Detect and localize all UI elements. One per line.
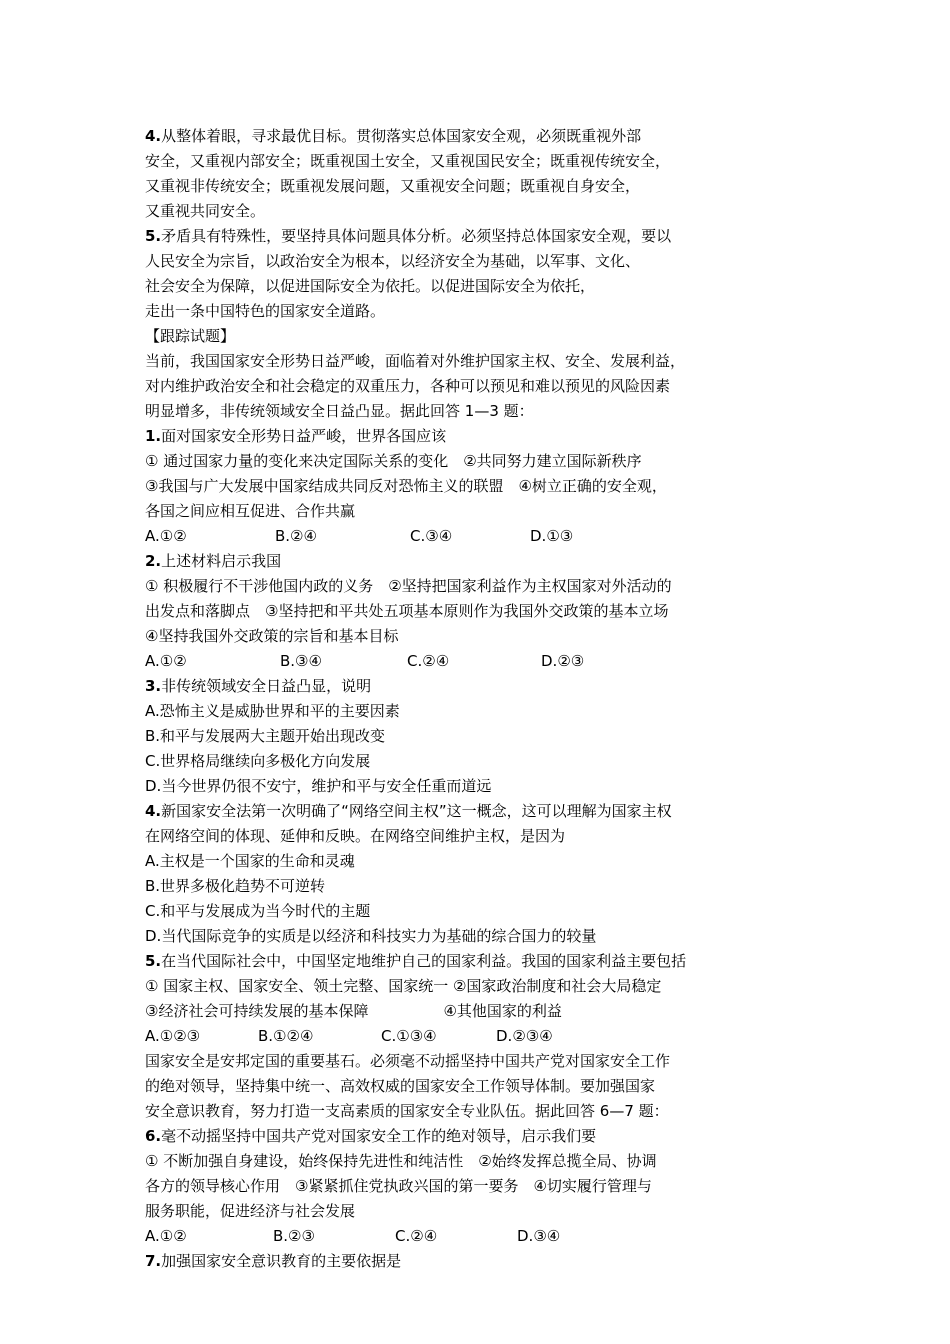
question-number: 2. <box>145 552 162 570</box>
line-text: 安全，又重视内部安全；既重视国土安全，又重视国民安全；既重视传统安全， <box>145 152 671 170</box>
question-line <box>145 424 810 449</box>
question-line <box>145 1249 810 1274</box>
document-content <box>145 124 810 1274</box>
answer-option: A.①②③ <box>145 1027 201 1045</box>
answer-option: D.②③④ <box>496 1027 553 1045</box>
answer-option: C.①③④ <box>381 1027 437 1045</box>
text-line <box>145 749 810 774</box>
text-line <box>145 774 810 799</box>
line-text: 【跟踪试题】 <box>145 327 236 345</box>
answer-option: B.③④ <box>280 652 322 670</box>
text-line <box>145 349 810 374</box>
line-text: 在网络空间的体现、延伸和反映。在网络空间维护主权，是因为 <box>145 827 566 845</box>
question-line <box>145 949 810 974</box>
question-number: 7. <box>145 1252 162 1270</box>
question-number: 5. <box>145 952 162 970</box>
answer-option: B.①②④ <box>258 1027 314 1045</box>
answer-option: B.②③ <box>273 1227 315 1245</box>
line-text: D.当今世界仍很不安宁，维护和平与安全任重而道远 <box>145 777 492 795</box>
question-line <box>145 799 810 824</box>
text-line <box>145 1099 810 1124</box>
line-text: C.和平与发展成为当今时代的主题 <box>145 902 371 920</box>
line-text: 走出一条中国特色的国家安全道路。 <box>145 302 386 320</box>
line-text: 国家安全是安邦定国的重要基石。必须毫不动摇坚持中国共产党对国家安全工作 <box>145 1052 671 1070</box>
line-text: 的绝对领导，坚持集中统一、高效权威的国家安全工作领导体制。要加强国家 <box>145 1077 656 1095</box>
text-line <box>145 849 810 874</box>
line-text: 又重视共同安全。 <box>145 202 266 220</box>
text-line <box>145 1174 810 1199</box>
answer-option: C.③④ <box>410 527 453 545</box>
question-line <box>145 549 810 574</box>
text-line <box>145 1049 810 1074</box>
answer-option: A.①② <box>145 1227 187 1245</box>
line-text: A.主权是一个国家的生命和灵魂 <box>145 852 355 870</box>
line-text: ③我国与广大发展中国家结成共同反对恐怖主义的联盟 ④树立正确的安全观， <box>145 477 667 495</box>
text-line <box>145 1149 810 1174</box>
line-text: 从整体着眼，寻求最优目标。贯彻落实总体国家安全观，必须既重视外部 <box>161 127 642 145</box>
text-line <box>145 1199 810 1224</box>
answer-options-row <box>145 524 810 549</box>
line-text: ③经济社会可持续发展的基本保障 ④其他国家的利益 <box>145 1002 562 1020</box>
question-number: 4. <box>145 802 162 820</box>
question-number: 6. <box>145 1127 162 1145</box>
question-line <box>145 674 810 699</box>
question-line <box>145 124 810 149</box>
text-line <box>145 924 810 949</box>
line-text: ① 积极履行不干涉他国内政的义务 ②坚持把国家利益作为主权国家对外活动的 <box>145 577 672 595</box>
text-line <box>145 499 810 524</box>
line-text: 对内维护政治安全和社会稳定的双重压力，各种可以预见和难以预见的风险因素 <box>145 377 671 395</box>
text-line <box>145 149 810 174</box>
line-text: 安全意识教育，努力打造一支高素质的国家安全专业队伍。据此回答 6—7 题： <box>145 1102 669 1120</box>
line-text: B.和平与发展两大主题开始出现改变 <box>145 727 386 745</box>
line-text: 上述材料启示我国 <box>161 552 282 570</box>
text-line <box>145 999 810 1024</box>
answer-option: C.②④ <box>407 652 450 670</box>
line-text: 出发点和落脚点 ③坚持把和平共处五项基本原则作为我国外交政策的基本立场 <box>145 602 669 620</box>
line-text: 在当代国际社会中，中国坚定地维护自己的国家利益。我国的国家利益主要包括 <box>161 952 687 970</box>
answer-option: B.②④ <box>275 527 317 545</box>
line-text: 矛盾具有特殊性，要坚持具体问题具体分析。必须坚持总体国家安全观，要以 <box>161 227 672 245</box>
line-text: 加强国家安全意识教育的主要依据是 <box>161 1252 402 1270</box>
line-text: 新国家安全法第一次明确了“网络空间主权”这一概念，这可以理解为国家主权 <box>161 802 672 820</box>
question-line <box>145 1124 810 1149</box>
answer-option: D.③④ <box>517 1227 561 1245</box>
text-line <box>145 574 810 599</box>
answer-option: A.①② <box>145 652 187 670</box>
text-line <box>145 599 810 624</box>
line-text: ① 不断加强自身建设，始终保持先进性和纯洁性 ②始终发挥总揽全局、协调 <box>145 1152 657 1170</box>
text-line <box>145 824 810 849</box>
line-text: 面对国家安全形势日益严峻，世界各国应该 <box>161 427 447 445</box>
text-line <box>145 299 810 324</box>
question-number: 5. <box>145 227 162 245</box>
line-text: A.恐怖主义是威胁世界和平的主要因素 <box>145 702 400 720</box>
line-text: ④坚持我国外交政策的宗旨和基本目标 <box>145 627 399 645</box>
line-text: 当前，我国国家安全形势日益严峻，面临着对外维护国家主权、安全、发展利益， <box>145 352 686 370</box>
line-text: ① 通过国家力量的变化来决定国际关系的变化 ②共同努力建立国际新秩序 <box>145 452 642 470</box>
text-line <box>145 874 810 899</box>
text-line <box>145 174 810 199</box>
text-line <box>145 199 810 224</box>
text-line <box>145 974 810 999</box>
text-line <box>145 249 810 274</box>
text-line <box>145 899 810 924</box>
line-text: 明显增多，非传统领域安全日益凸显。据此回答 1—3 题： <box>145 402 534 420</box>
question-number: 3. <box>145 677 162 695</box>
answer-option: D.①③ <box>530 527 574 545</box>
answer-options-row <box>145 649 810 674</box>
line-text: 各方的领导核心作用 ③紧紧抓住党执政兴国的第一要务 ④切实履行管理与 <box>145 1177 652 1195</box>
text-line <box>145 374 810 399</box>
line-text: 毫不动摇坚持中国共产党对国家安全工作的绝对领导，启示我们要 <box>161 1127 597 1145</box>
question-line <box>145 224 810 249</box>
text-line <box>145 724 810 749</box>
answer-option: D.②③ <box>541 652 585 670</box>
question-number: 4. <box>145 127 162 145</box>
text-line <box>145 699 810 724</box>
line-text: 社会安全为保障，以促进国际安全为依托。以促进国际安全为依托， <box>145 277 596 295</box>
question-number: 1. <box>145 427 162 445</box>
text-line <box>145 274 810 299</box>
answer-options-row <box>145 1224 810 1249</box>
line-text: 服务职能，促进经济与社会发展 <box>145 1202 356 1220</box>
line-text: D.当代国际竞争的实质是以经济和科技实力为基础的综合国力的较量 <box>145 927 597 945</box>
answer-option: C.②④ <box>395 1227 438 1245</box>
text-line <box>145 324 810 349</box>
line-text: 各国之间应相互促进、合作共赢 <box>145 502 356 520</box>
line-text: 人民安全为宗旨，以政治安全为根本，以经济安全为基础，以军事、文化、 <box>145 252 641 270</box>
text-line <box>145 624 810 649</box>
text-line <box>145 1074 810 1099</box>
text-line <box>145 474 810 499</box>
line-text: B.世界多极化趋势不可逆转 <box>145 877 326 895</box>
line-text: 非传统领域安全日益凸显，说明 <box>161 677 372 695</box>
answer-option: A.①② <box>145 527 187 545</box>
line-text: ① 国家主权、国家安全、领土完整、国家统一 ②国家政治制度和社会大局稳定 <box>145 977 662 995</box>
text-line <box>145 449 810 474</box>
answer-options-row <box>145 1024 810 1049</box>
line-text: C.世界格局继续向多极化方向发展 <box>145 752 371 770</box>
line-text: 又重视非传统安全；既重视发展问题，又重视安全问题；既重视自身安全， <box>145 177 641 195</box>
text-line <box>145 399 810 424</box>
